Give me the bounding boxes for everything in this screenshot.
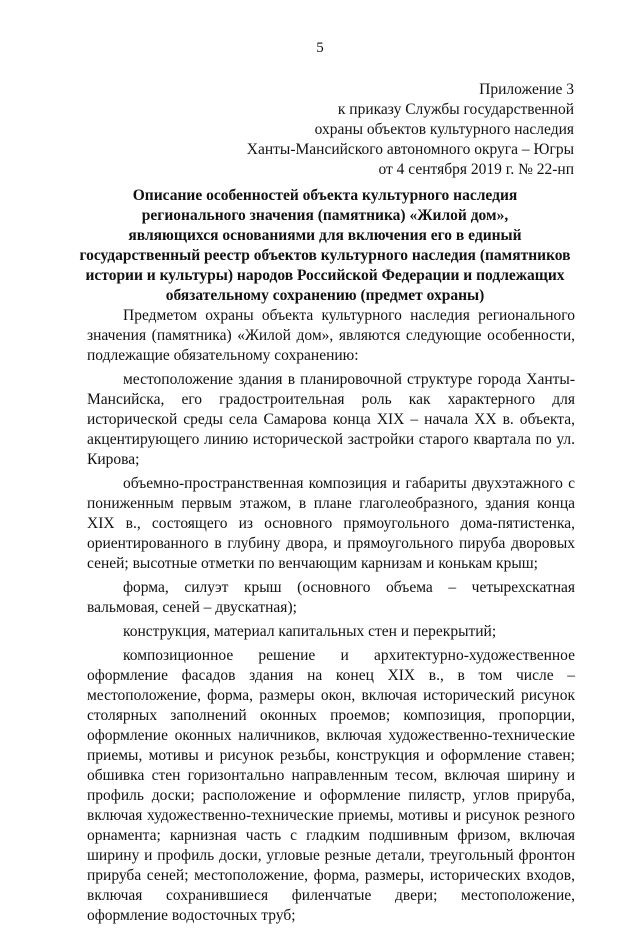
appendix-line: к приказу Службы государственной — [337, 101, 574, 118]
title-line: государственный реестр объектов культурного наследия (памятников — [79, 247, 571, 264]
document-body — [87, 306, 575, 930]
title-line: регионального значения (памятника) «Жилой дом», — [141, 207, 509, 224]
appendix-line: от 4 сентября 2019 г. № 22-нп — [378, 161, 574, 178]
body-paragraph-intro: Предметом охраны объекта культурного наследия регионального значения (памятника) «Жилой дом», являются следующие особенности, подлежащие обязательному сохранению: — [87, 307, 575, 364]
body-paragraph-facade: композиционное решение и архитектурно-художественное оформление фасадов здания на конец XIX в., в том числе – местоположение, форма, размеры окон, включая исторический рисунок столярных заполнений оконных проемов; композиция, пропорции, оформление оконных наличников, включая художественно-технические приемы, мотивы и рисунок резьбы, конструкция и оформление ставен; обшивка стен горизонтально направленным тесом, включая ширину и профиль доски; расположение и оформление пилястр, углов прируба, включая художественно-технические приемы, мотивы и рисунок резного орнамента; карнизная часть с гладким подшивным фризом, включая ширину и профиль доски, угловые резные детали, треугольный фронтон прируба сеней; местоположение, форма, размеры, исторических входов, включая сохранившиеся филенчатые двери; местоположение, оформление водосточных труб; — [87, 647, 575, 924]
body-paragraph-location: местоположение здания в планировочной структуре города Ханты-Мансийска, его градостроительная роль как характерного для исторической среды села Самарова конца XIX – начала XX в. объекта, акцентирующего линию исторической застройки старого квартала по ул. Кирова; — [87, 371, 575, 468]
document-title — [75, 186, 575, 306]
appendix-line: Ханты-Мансийского автономного округа – Югры — [246, 141, 574, 158]
appendix-line: Приложение 3 — [479, 81, 574, 98]
body-paragraph-composition: объемно-пространственная композиция и габариты двухэтажного с пониженным первым этажом, в плане глаголеобразного, здания конца XIX в., состоящего из основного прямоугольного дома-пятистенка, ориентированного в глубину двора, и прямоугольного пируба дворовых сеней; высотные отметки по венчающим карнизам и конькам крыш; — [87, 475, 575, 572]
body-paragraph-roof: форма, силуэт крыш (основного объема – четырехскатная вальмовая, сеней – двускатная); — [87, 579, 575, 616]
title-line: истории и культуры) народов Российской Федерации и подлежащих — [85, 267, 565, 284]
title-line: обязательному сохранению (предмет охраны) — [165, 287, 485, 304]
appendix-header — [247, 80, 574, 180]
body-paragraph-construction: конструкция, материал капитальных стен и перекрытий; — [123, 623, 497, 640]
title-line: Описание особенностей объекта культурного наследия — [132, 187, 518, 204]
title-line: являющихся основаниями для включения его в единый — [128, 227, 522, 244]
appendix-line: охраны объектов культурного наследия — [314, 121, 574, 138]
page-number: 5 — [316, 40, 324, 56]
